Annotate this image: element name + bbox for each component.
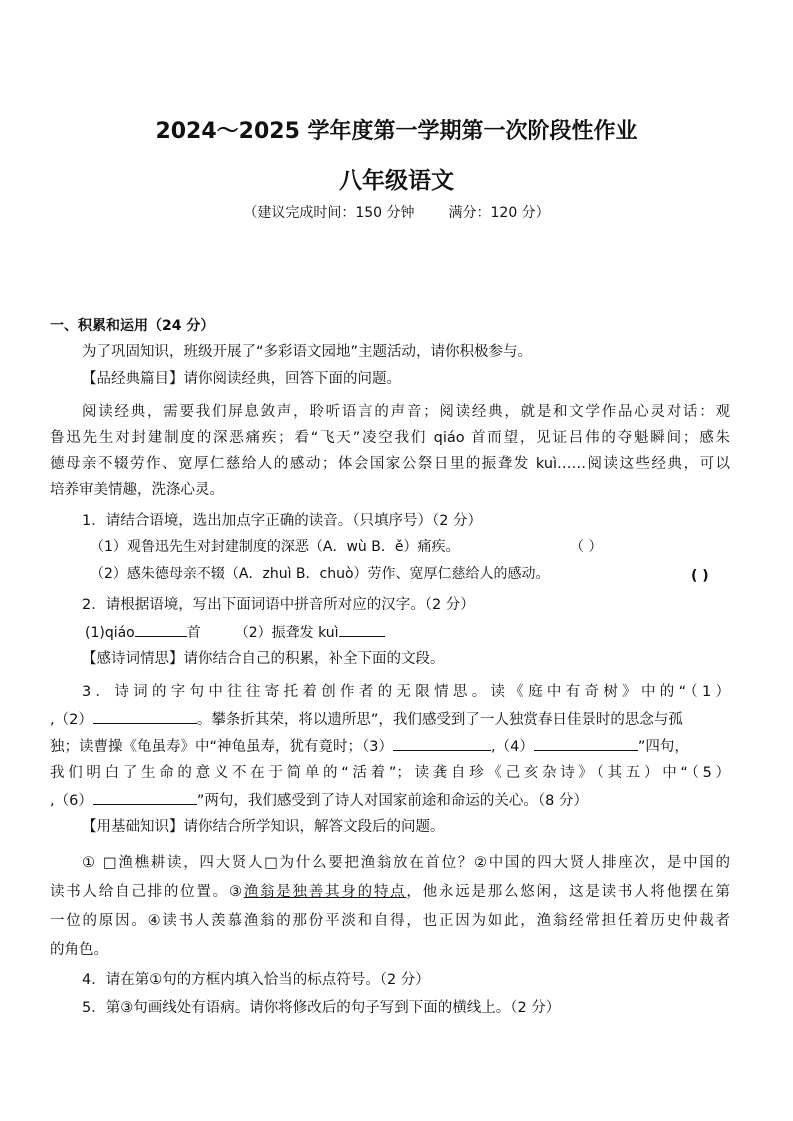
- blank-label: ,（2）: [50, 712, 93, 728]
- question-3-text: ”四句，: [637, 739, 689, 755]
- question-1-sub-2: （2）感朱德母亲不辍（A．zhuì B．chuò）劳作、宽厚仁慈给人的感动。: [90, 566, 550, 582]
- answer-blank[interactable]: [339, 622, 385, 637]
- time-note: （建议完成时间：150 分钟: [243, 205, 415, 221]
- answer-blank[interactable]: [93, 709, 197, 724]
- time-score-note: [0, 202, 793, 222]
- question-1-stem: 1．请结合语境，选出加点字正确的读音。（只填序号）（2 分）: [82, 513, 483, 529]
- answer-blank[interactable]: [393, 736, 491, 751]
- answer-bracket-2[interactable]: ( ): [691, 568, 709, 584]
- passage-line: 鲁迅先生对封建制度的深恶痛疾；看“飞天”凌空我们 qiáo 首而望，见证吕伟的夺魁瞬间；感朱: [50, 430, 730, 446]
- question-3-text: 。攀条折其荣，将以遗所思”，我们感受到了一人独赏春日佳景时的思念与孤: [196, 712, 683, 728]
- passage-line: 培养审美情趣，洗涤心灵。: [50, 482, 224, 498]
- passage-line: 德母亲不辍劳作、宽厚仁慈给人的感动；体会国家公祭日里的振聋发 kuì……阅读这些经典，可以: [50, 456, 730, 472]
- passage-line: 阅读经典，需要我们屏息敛声，聆听语言的声音；阅读经典，就是和文学作品心灵对话：观: [82, 404, 730, 420]
- question-2-sub-1-suffix: 首: [186, 625, 201, 641]
- answer-blank[interactable]: [534, 736, 638, 751]
- question-5: 5．第③句画线处有语病。请你将修改后的句子写到下面的横线上。（2 分）: [82, 1000, 561, 1016]
- question-2-sub-1-prefix: (1)qiáo: [85, 625, 135, 641]
- passage2-line: [50, 882, 730, 902]
- blank-label: ,（6）: [50, 793, 93, 809]
- answer-blank[interactable]: [135, 622, 187, 637]
- score-note: 满分：120 分）: [448, 205, 550, 221]
- exam-title: 2024～2025 学年度第一学期第一次阶段性作业: [155, 119, 638, 144]
- underlined-sentence: 渔翁是独善其身的特点: [243, 884, 407, 900]
- section-heading: 一、积累和运用（24 分）: [50, 318, 215, 334]
- part-label-basics: 【用基础知识】请你结合所学知识，解答文段后的问题。: [82, 819, 445, 835]
- section-intro: 为了巩固知识，班级开展了“多彩语文园地”主题活动，请你积极参与。: [82, 344, 533, 360]
- question-2-sub-2-prefix: （2）振聋发 kuì: [234, 625, 339, 641]
- question-3-text: 独；读曹操《龟虽寿》中“神龟虽寿，犹有竟时；（3）: [50, 739, 393, 755]
- blank-label: ,（4）: [491, 739, 534, 755]
- question-4: 4．请在第①句的方框内填入恰当的标点符号。（2 分）: [82, 972, 430, 988]
- passage2-line: 的角色。: [50, 942, 108, 958]
- passage2-text: ，他永远是那么悠闲，这是读书人将他摆在第: [406, 884, 731, 900]
- question-2-stem: 2．请根据语境，写出下面词语中拼音所对应的汉字。（2 分）: [82, 597, 475, 613]
- passage2-text: 读书人给自己排的位置。③: [50, 884, 244, 900]
- question-2-answers: [85, 622, 793, 643]
- passage2-line: ① □渔樵耕读，四大贤人□为什么要把渔翁放在首位？②中国的四大贤人排座次，是中国的: [82, 855, 730, 871]
- question-3-line: [50, 736, 793, 757]
- question-3-line: 3．诗词的字句中往往寄托着创作者的无限情思。读《庭中有奇树》中的“（1）: [82, 684, 730, 700]
- passage2-line: 一位的原因。④读书人羡慕渔翁的那份平淡和自得，也正因为如此，渔翁经常担任着历史仲裁者: [50, 913, 730, 929]
- answer-bracket-1[interactable]: （ ）: [570, 539, 603, 555]
- answer-blank[interactable]: [93, 790, 197, 805]
- question-3-text: ”两句，我们感受到了诗人对国家前途和命运的关心。（8 分）: [196, 793, 588, 809]
- part-label-poetry: 【感诗词情思】请你结合自己的积累，补全下面的文段。: [82, 651, 445, 667]
- part-label-classics: 【品经典篇目】请你阅读经典，回答下面的问题。: [82, 371, 401, 387]
- question-3-line: [50, 709, 793, 730]
- question-3-line: 我们明白了生命的意义不在于简单的“活着”；读龚自珍《己亥杂诗》（其五）中“（5）: [50, 765, 730, 781]
- exam-subtitle: 八年级语文: [339, 168, 454, 194]
- question-3-line: [50, 790, 793, 811]
- question-1-sub-1: （1）观鲁迅先生对封建制度的深恶（A．wù B．ě）痛疾。: [90, 539, 460, 555]
